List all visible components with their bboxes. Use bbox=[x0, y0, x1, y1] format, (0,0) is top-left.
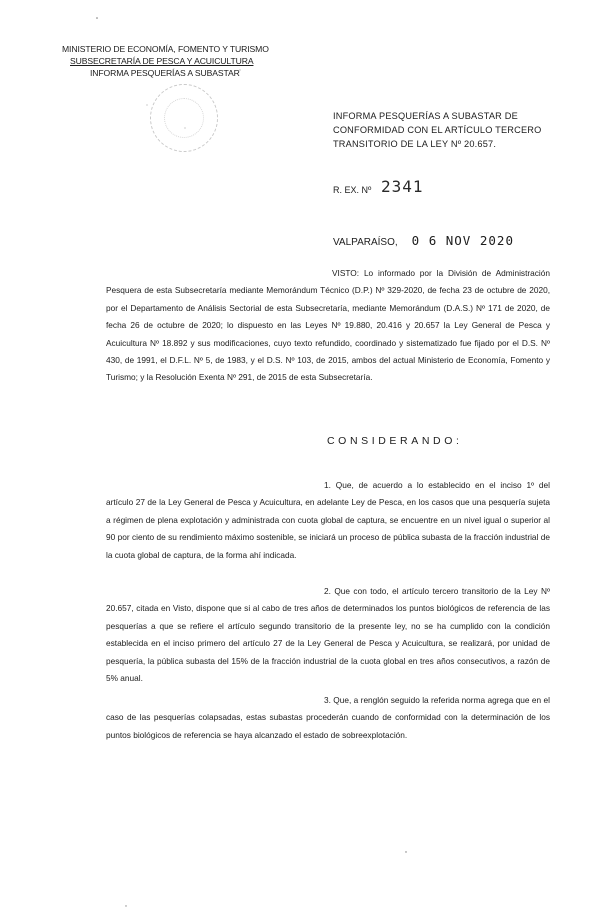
date-stamp: 0 6 NOV 2020 bbox=[411, 233, 514, 248]
header-subject: INFORMA PESQUERÍAS A SUBASTAR bbox=[90, 68, 240, 78]
visto-paragraph bbox=[106, 265, 550, 387]
resolution-number: 2341 bbox=[381, 177, 424, 196]
considerando-3-text: 3. Que, a renglón seguido la referida norma agrega que en el caso de las pesquerías colapsadas, estas subastas procederán cuando de conformidad con la determinación de los puntos biológicos de referencia se haya alcanzado el estado de sobreexplotación. bbox=[106, 695, 550, 740]
place-date-line bbox=[333, 233, 514, 248]
resolution-number-label: R. EX. Nº bbox=[333, 185, 372, 195]
considerando-item bbox=[106, 477, 550, 564]
visto-lead: VISTO: bbox=[332, 268, 360, 278]
undersecretariat-name: SUBSECRETARÍA DE PESCA Y ACUICULTURA bbox=[70, 56, 254, 66]
visto-text: Lo informado por la División de Administración Pesquera de esta Subsecretaría mediante Memorándum Técnico (D.P.) Nº 329-2020, de fecha 23 de octubre de 2020, por el Departamento de Análisis Sectorial de esta Subsecretaría, mediante Memorándum (D.A.S.) Nº 171 de 2020, de fecha 26 de octubre de 2020; lo dispuesto en las Leyes Nº 19.880, 20.416 y 20.657 la Ley General de Pesca y Acuicultura Nº 18.892 y sus modificaciones, cuyo texto refundido, coordinado y sistematizado fue fijado por el D.S. Nº 430, de 1991, el D.F.L. Nº 5, de 1983, y el D.S. Nº 103, de 2015, ambos del actual Ministerio de Economía, Fomento y Turismo; y la Resolución Exenta Nº 291, de 2015 de esta Subsecretaría. bbox=[106, 268, 550, 383]
place: VALPARAÍSO, bbox=[333, 237, 398, 248]
considerando-item bbox=[106, 692, 550, 744]
considerando-1-text: 1. Que, de acuerdo a lo establecido en el inciso 1º del artículo 27 de la Ley General de Pesca y Acuicultura, en adelante Ley de Pesca, en los casos que una pesquería sujeta a régimen de plena explotación y administrada con cuota global de captura, se encuentre en un nivel igual o superior al 90 por ciento de su rendimiento máximo sostenible, se iniciará un proceso de pública subasta de la fracción industrial de la cuota global de captura, de la forma ahí indicada. bbox=[106, 480, 550, 560]
considerando-heading: CONSIDERANDO: bbox=[327, 435, 463, 447]
considerando-item bbox=[106, 583, 550, 687]
considerando-2-text: 2. Que con todo, el artículo tercero transitorio de la Ley Nº 20.657, citada en Visto, dispone que si al cabo de tres años de determinados los puntos biológicos de referencia de las pesquerías a que se refiere el artículo segundo transitorio de la presente ley, no se ha cumplido con la condición establecida en el inciso primero del artículo 27 de la Ley General de Pesca y Acuicultura, se realizará, por unidad de pesquería, la pública subasta del 15% de la fracción industrial de la cuota global en tres años consecutivos, a razón de 5% anual. bbox=[106, 586, 550, 684]
resolution-subject: INFORMA PESQUERÍAS A SUBASTAR DE CONFORMIDAD CON EL ARTÍCULO TERCERO TRANSITORIO DE LA LEY Nº 20.657. bbox=[333, 111, 542, 149]
office-seal-inner-ring bbox=[164, 98, 204, 138]
ministry-name: MINISTERIO DE ECONOMÍA, FOMENTO Y TURISMO bbox=[62, 44, 269, 54]
